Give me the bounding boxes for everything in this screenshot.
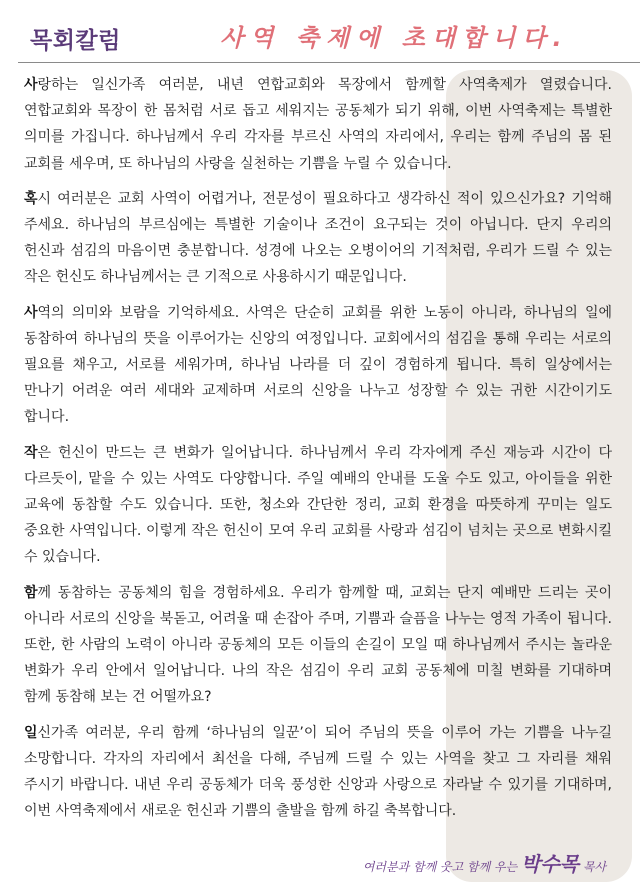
paragraph-lead-char: 작 — [24, 444, 38, 461]
paragraph-text: 시 여러분은 교회 사역이 어렵거나, 전문성이 필요하다고 생각하신 적이 있으신가요? 기억해 주세요. 하나님의 부르심에는 특별한 기술이나 조건이 요구되는 것이 아닙니다. 단지 우리의 헌신과 섬김의 마음이면 충분합니다. 성경에 나오는 오병이어의 기적처럼, 우리가 드릴 수 있는 작은 헌신도 하나님께서는 큰 기적으로 사용하시기 때문입니다. — [24, 190, 612, 286]
paragraph-lead-char: 사 — [24, 77, 38, 93]
paragraph-text: 랑하는 일신가족 여러분, 내년 연합교회와 목장에서 함께할 사역축제가 열렸습니다. 연합교회와 목장이 한 몸처럼 서로 돕고 세워지는 공동체가 되기 위해, 이번 사역축제는 특별한 의미를 가집니다. 하나님께서 우리 각자를 부르신 사역의 자리에서, 우리는 함께 주님의 몸 된 교회를 세우며, 또 하나님의 사랑을 실천하는 기쁨을 누릴 수 있습니다. — [24, 77, 612, 172]
paragraph-5 — [24, 580, 612, 711]
paragraph-text: 께 동참하는 공동체의 힘을 경험하세요. 우리가 함께할 때, 교회는 단지 예배만 드리는 곳이 아니라 서로의 신앙을 북돋고, 어려울 때 손잡아 주며, 기쁨과 슬픔을 나누는 영적 가족이 됩니다. 또한, 한 사람의 노력이 아니라 공동체의 모든 이들의 손길이 모일 때 하나님께서 주시는 놀라운 변화가 우리 안에서 일어납니다. 나의 작은 섬김이 우리 교회 공동체에 미칠 변화를 기대하며 함께 동참해 보는 건 어떨까요? — [24, 584, 612, 706]
signature-prefix: 여러분과 함께 웃고 함께 우는 — [362, 860, 518, 874]
author-signature — [363, 848, 606, 877]
paragraph-6 — [24, 720, 612, 825]
paragraph-1 — [24, 72, 612, 177]
paragraph-text: 역의 의미와 보람을 기억하세요. 사역은 단순히 교회를 위한 노동이 아니라, 하나님의 일에 동참하여 하나님의 뜻을 이루어가는 신앙의 여정입니다. 교회에서의 섬김을 통해 우리는 서로의 필요를 채우고, 서로를 세워가며, 하나님 나라를 더 깊이 경험하게 됩니다. 특히 일상에서는 만나기 어려운 여러 세대와 교제하며 서로의 신앙을 나누고 성장할 수 있는 귀한 시간이기도 합니다. — [24, 304, 612, 426]
paragraph-4 — [24, 440, 612, 571]
paragraph-text: 은 헌신이 만드는 큰 변화가 일어납니다. 하나님께서 우리 각자에게 주신 재능과 시간이 다 다르듯이, 맡을 수 있는 사역도 다양합니다. 주일 예배의 안내를 도울 수도 있고, 아이들을 위한 교육에 동참할 수도 있습니다. 또한, 청소와 간단한 정리, 교회 환경을 따뜻하게 꾸미는 일도 중요한 사역입니다. 이렇게 작은 헌신이 모여 우리 교회를 사랑과 섬김이 넘치는 곳으로 변화시킬 수 있습니다. — [24, 444, 612, 566]
paragraph-text: 신가족 여러분, 우리 함께 ‘하나님의 일꾼’이 되어 주님의 뜻을 이루어 가는 기쁨을 나누길 소망합니다. 각자의 자리에서 최선을 다해, 주님께 드릴 수 있는 사역을 찾고 그 자리를 채워 주시기 바랍니다. 내년 우리 공동체가 더욱 풍성한 신앙과 사랑으로 자라날 수 있기를 기대하며, 이번 사역축제에서 새로운 헌신과 기쁨의 출발을 함께 하길 축복합니다. — [24, 724, 612, 820]
paragraph-lead-char: 일 — [24, 724, 38, 741]
paragraph-2 — [24, 186, 612, 291]
page-header — [0, 0, 640, 64]
paragraph-lead-char: 함 — [24, 584, 38, 601]
author-name: 박수목 — [521, 852, 579, 876]
paragraph-3 — [24, 300, 612, 431]
author-title: 목사 — [582, 860, 606, 874]
paragraph-lead-char: 사 — [24, 304, 38, 321]
column-label: 목회칼럼 — [30, 28, 121, 54]
column-body — [24, 72, 612, 833]
page-title: 사역 축제에 초대합니다. — [220, 24, 569, 52]
paragraph-lead-char: 혹 — [24, 190, 38, 207]
header-divider — [18, 62, 640, 63]
